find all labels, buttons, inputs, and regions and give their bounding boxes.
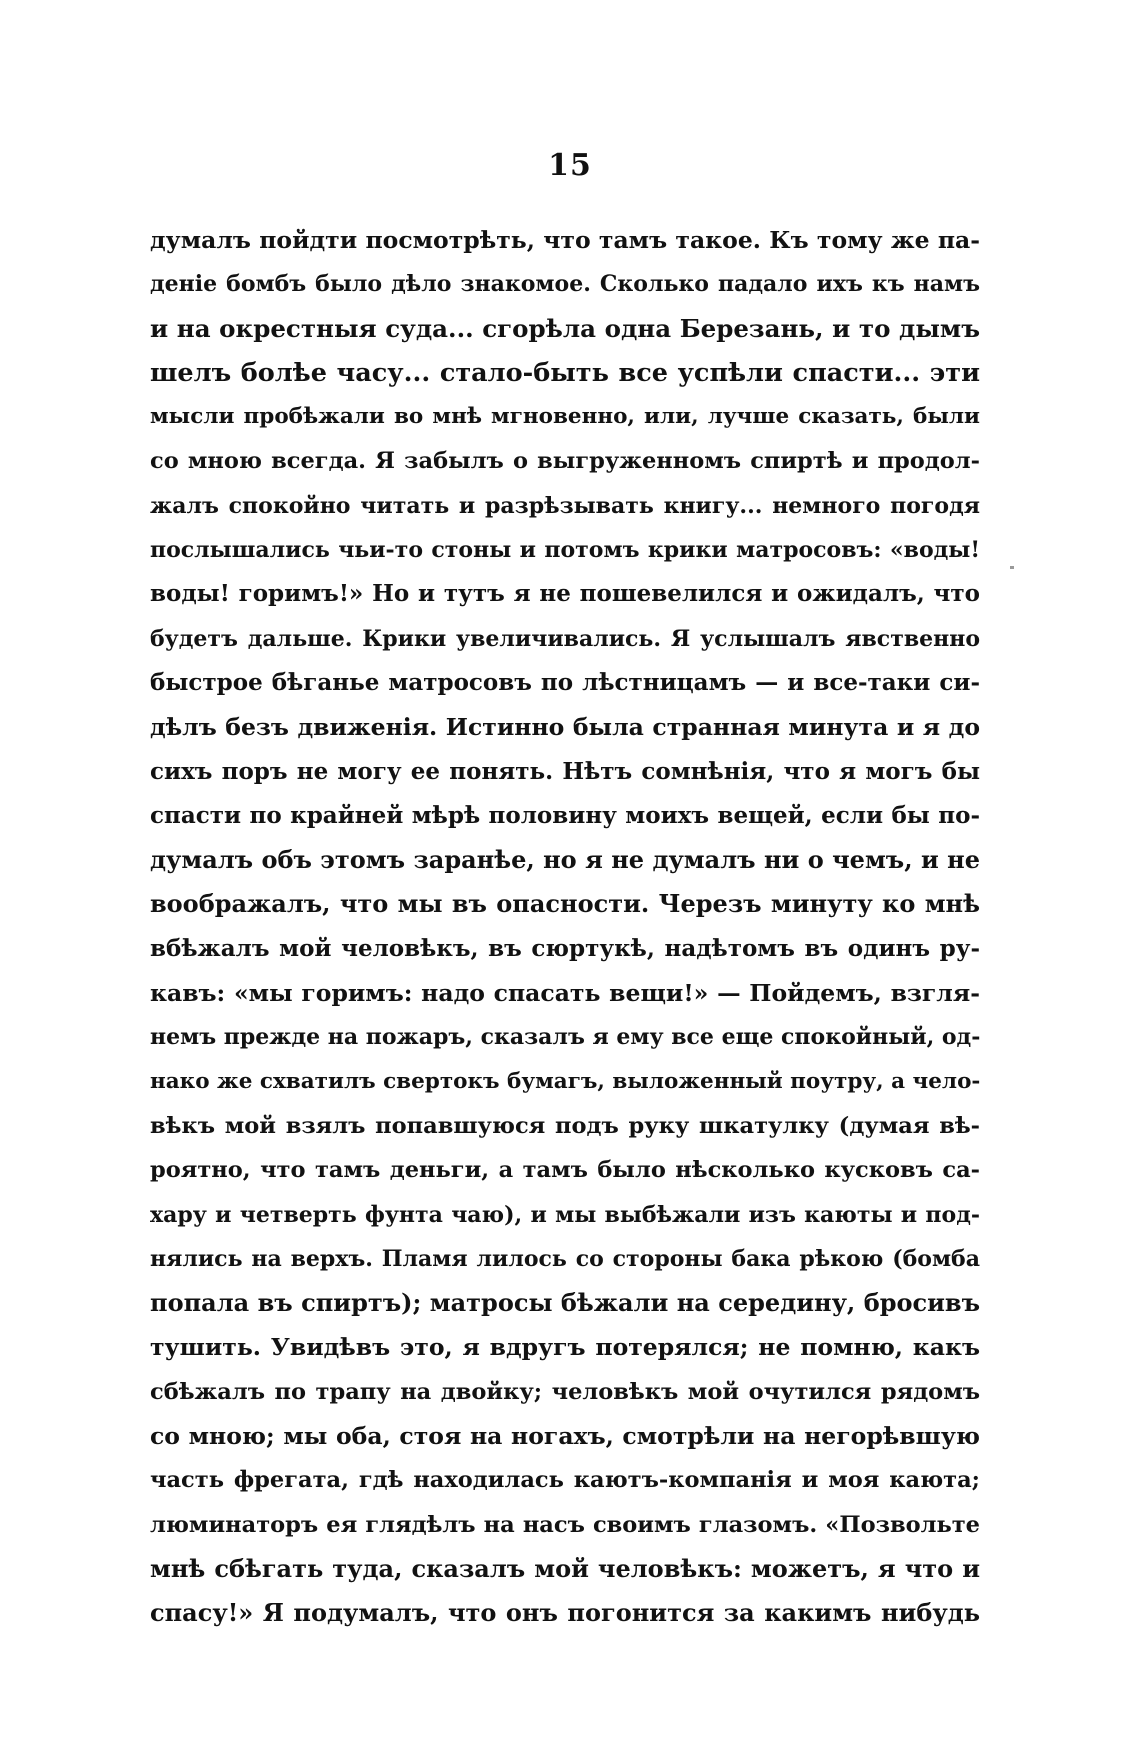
text-line: будетъ дальше. Крики увеличивались. Я услышалъ явственно bbox=[150, 625, 980, 652]
page-number: 15 bbox=[548, 148, 592, 183]
text-line: думалъ пойдти посмотрѣть, что тамъ такое. Къ тому же па- bbox=[150, 226, 980, 254]
text-line: быстрое бѣганье матросовъ по лѣстницамъ — и все-таки си- bbox=[150, 668, 980, 696]
text-line: дѣлъ безъ движенія. Истинно была странная минута и я до bbox=[150, 713, 980, 742]
text-line: спасу!» Я подумалъ, что онъ погонится за какимъ нибудь bbox=[150, 1598, 980, 1628]
text-line: люминаторъ ея глядѣлъ на насъ своимъ глазомъ. «Позвольте bbox=[150, 1511, 980, 1538]
text-line: мнѣ сбѣгать туда, сказалъ мой человѣкъ: можетъ, я что и bbox=[150, 1553, 980, 1583]
text-line: кавъ: «мы горимъ: надо спасать вещи!» — Пойдемъ, взгля- bbox=[150, 979, 980, 1008]
text-line: спасти по крайней мѣрѣ половину моихъ вещей, если бы по- bbox=[150, 801, 980, 829]
text-line: вѣкъ мой взялъ попавшуюся подъ руку шкатулку (думая вѣ- bbox=[150, 1112, 980, 1139]
scan-speck bbox=[1010, 566, 1014, 569]
text-line: нако же схватилъ свертокъ бумагъ, выложенный поутру, а чело- bbox=[150, 1068, 980, 1094]
text-line: хару и четверть фунта чаю), и мы выбѣжали изъ каюты и под- bbox=[150, 1201, 980, 1228]
body-text bbox=[150, 218, 980, 1636]
text-line: попала въ спиртъ); матросы бѣжали на середину, бросивъ bbox=[150, 1288, 980, 1318]
text-line: сбѣжалъ по трапу на двойку; человѣкъ мой очутился рядомъ bbox=[150, 1378, 980, 1405]
text-line: шелъ болѣе часу... стало-быть все успѣли спасти... эти bbox=[150, 357, 980, 388]
text-line: со мною всегда. Я забылъ о выгруженномъ спиртѣ и продол- bbox=[150, 448, 980, 475]
text-line: часть фрегата, гдѣ находилась каютъ-компанія и моя каюта; bbox=[150, 1467, 980, 1494]
text-line: со мною; мы оба, стоя на ногахъ, смотрѣли на негорѣвшую bbox=[150, 1422, 980, 1451]
text-line: тушить. Увидѣвъ это, я вдругъ потерялся; не помню, какъ bbox=[150, 1333, 980, 1362]
text-line: мысли пробѣжали во мнѣ мгновенно, или, лучше сказать, были bbox=[150, 404, 980, 430]
text-line: сихъ поръ не могу ее понять. Нѣтъ сомнѣнія, что я могъ бы bbox=[150, 757, 980, 785]
text-line: думалъ объ этомъ заранѣе, но я не думалъ ни о чемъ, и не bbox=[150, 845, 980, 875]
text-line: вбѣжалъ мой человѣкъ, въ сюртукѣ, надѣтомъ въ одинъ ру- bbox=[150, 934, 980, 962]
text-line: жалъ спокойно читать и разрѣзывать книгу... немного погодя bbox=[150, 492, 980, 519]
text-line: немъ прежде на пожаръ, сказалъ я ему все еще спокойный, од- bbox=[150, 1024, 980, 1051]
text-line: деніе бомбъ было дѣло знакомое. Сколько падало ихъ къ намъ bbox=[150, 271, 980, 298]
text-line: воображалъ, что мы въ опасности. Черезъ минуту ко мнѣ bbox=[150, 889, 980, 919]
text-line: роятно, что тамъ деньги, а тамъ было нѣсколько кусковъ са- bbox=[150, 1157, 980, 1184]
text-line: нялись на верхъ. Пламя лилось со стороны бака рѣкою (бомба bbox=[150, 1245, 980, 1272]
text-line: и на окрестныя суда... сгорѣла одна Березань, и то дымъ bbox=[150, 313, 980, 343]
text-line: воды! горимъ!» Но и тутъ я не пошевелился и ожидалъ, что bbox=[150, 580, 980, 608]
text-line: послышались чьи-то стоны и потомъ крики матросовъ: «воды! bbox=[150, 537, 980, 564]
